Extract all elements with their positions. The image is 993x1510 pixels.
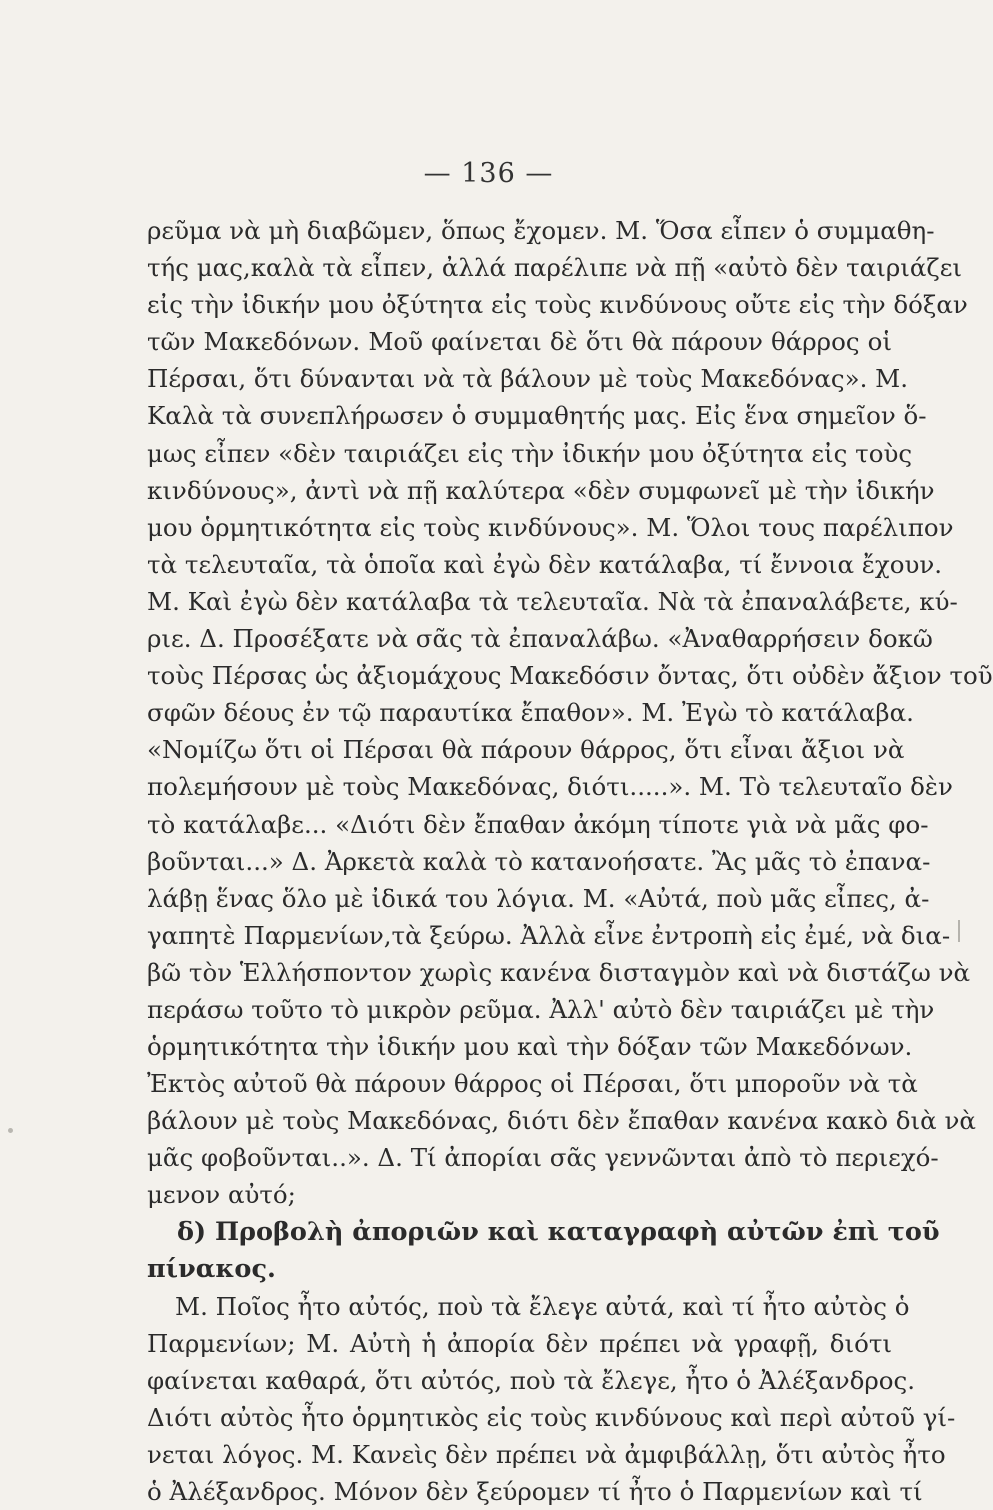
- paper-speck: [8, 1128, 13, 1133]
- text-line: ὁρμητικότητα τὴν ἰδικήν μου καὶ τὴν δόξαν τῶν Μακεδόνων.: [147, 1032, 913, 1062]
- text-line: τοὺς Πέρσας ὡς ἀξιομάχους Μακεδόσιν ὄντας, ὅτι οὐδὲν ἄξιον τοῦ: [147, 661, 993, 691]
- text-line: περάσω τοῦτο τὸ μικρὸν ρεῦμα. Ἀλλ' αὐτὸ δὲν ταιριάζει μὲ τὴν: [147, 994, 935, 1024]
- section-text-line: Μ. Ποῖος ἦτο αὐτός, ποὺ τὰ ἔλεγε αὐτά, καὶ τί ἦτο αὐτὸς ὁ: [175, 1291, 910, 1321]
- text-line: τὸ κατάλαβε... «Διότι δὲν ἔπαθαν ἀκόμη τίποτε γιὰ νὰ μᾶς φο-: [147, 809, 929, 839]
- text-line: γαπητὲ Παρμενίων,τὰ ξεύρω. Ἀλλὰ εἶνε ἐντροπὴ εἰς ἐμέ, νὰ δια-: [147, 920, 951, 950]
- section-text-line: νεται λόγος. Μ. Κανεὶς δὲν πρέπει νὰ ἀμφιβάλλῃ, ὅτι αὐτὸς ἦτο: [147, 1440, 946, 1470]
- text-line: Καλὰ τὰ συνεπλήρωσεν ὁ συμμαθητής μας. Εἰς ἕνα σημεῖον ὅ-: [147, 401, 927, 431]
- section-heading: δ) Προβολὴ ἀποριῶν καὶ καταγραφὴ αὐτῶν ἐπὶ τοῦ: [177, 1216, 940, 1247]
- section-text-line: φαίνεται καθαρά, ὅτι αὐτός, ποὺ τὰ ἔλεγε, ἦτο ὁ Ἀλέξανδρος.: [147, 1365, 916, 1395]
- section-text-line: ὁ Ἀλέξανδρος. Μόνον δὲν ξεύρομεν τί ἦτο ὁ Παρμενίων καὶ τί: [147, 1477, 923, 1507]
- text-line: βῶ τὸν Ἑλλήσποντον χωρὶς κανένα δισταγμὸν καὶ νὰ διστάζω νὰ: [147, 957, 971, 987]
- text-line: βοῦνται...» Δ. Ἀρκετὰ καλὰ τὸ κατανοήσατε. Ἂς μᾶς τὸ ἐπανα-: [147, 846, 931, 876]
- margin-mark: [958, 920, 970, 942]
- text-line: ρεῦμα νὰ μὴ διαβῶμεν, ὅπως ἔχομεν. Μ. Ὅσα εἶπεν ὁ συμμαθη-: [147, 216, 935, 245]
- page-number: — 136 —: [423, 158, 554, 189]
- text-line: Πέρσαι, ὅτι δύνανται νὰ τὰ βάλουν μὲ τοὺς Μακεδόνας». Μ.: [147, 364, 909, 394]
- text-line: μᾶς φοβοῦνται..». Δ. Τί ἀπορίαι σᾶς γεννῶνται ἀπὸ τὸ περιεχό-: [147, 1143, 939, 1173]
- text-line: Μ. Καὶ ἐγὼ δὲν κατάλαβα τὰ τελευταῖα. Νὰ τὰ ἐπαναλάβετε, κύ-: [147, 586, 958, 616]
- text-line: βάλουν μὲ τοὺς Μακεδόνας, διότι δὲν ἔπαθαν κανένα κακὸ διὰ νὰ: [147, 1106, 976, 1136]
- section-heading-continuation: πίνακος.: [147, 1253, 276, 1284]
- text-line: πολεμήσουν μὲ τοὺς Μακεδόνας, διότι.....». Μ. Τὸ τελευταῖο δὲν: [147, 772, 953, 802]
- text-line: ριε. Δ. Προσέξατε νὰ σᾶς τὰ ἐπαναλάβω. «Ἀναθαρρήσειν δοκῶ: [147, 624, 933, 654]
- text-line: τὰ τελευταῖα, τὰ ὁποῖα καὶ ἐγὼ δὲν κατάλαβα, τί ἔννοια ἔχουν.: [147, 549, 943, 579]
- text-line: τής μας,καλὰ τὰ εἶπεν, ἀλλά παρέλιπε νὰ πῇ «αὐτὸ δὲν ταιριάζει: [147, 253, 963, 283]
- text-line: κινδύνους», ἀντὶ νὰ πῇ καλύτερα «δὲν συμφωνεῖ μὲ τὴν ἰδικήν: [147, 475, 935, 505]
- text-line: εἰς τὴν ἰδικήν μου ὀξύτητα εἰς τοὺς κινδύνους οὔτε εἰς τὴν δόξαν: [147, 290, 968, 320]
- section-text-line: Διότι αὐτὸς ἦτο ὁρμητικὸς εἰς τοὺς κινδύνους καὶ περὶ αὐτοῦ γί-: [147, 1403, 956, 1432]
- text-line: μενον αὐτό;: [147, 1180, 296, 1210]
- text-line: μου ὁρμητικότητα εἰς τοὺς κινδύνους». Μ. Ὅλοι τους παρέλιπον: [147, 512, 954, 542]
- text-line: λάβῃ ἕνας ὅλο μὲ ἰδικά του λόγια. Μ. «Αὐτά, ποὺ μᾶς εἶπες, ἀ-: [147, 883, 930, 913]
- text-line: τῶν Μακεδόνων. Μοῦ φαίνεται δὲ ὅτι θὰ πάρουν θάρρος οἱ: [147, 327, 892, 357]
- text-line: Ἐκτὸς αὐτοῦ θὰ πάρουν θάρρος οἱ Πέρσαι, ὅτι μποροῦν νὰ τὰ: [147, 1069, 918, 1099]
- text-line: μως εἶπεν «δὲν ταιριάζει εἰς τὴν ἰδικήν μου ὀξύτητα εἰς τοὺς: [147, 438, 913, 468]
- page-text: [147, 212, 993, 1510]
- section-text-line: Παρμενίων; Μ. Αὐτὴ ἡ ἀπορία δὲν πρέπει νὰ γραφῇ, διότι: [147, 1328, 892, 1358]
- text-line: «Νομίζω ὅτι οἱ Πέρσαι θὰ πάρουν θάρρος, ὅτι εἶναι ἄξιοι νὰ: [147, 735, 905, 765]
- text-line: σφῶν δέους ἐν τῷ παραυτίκα ἔπαθον». Μ. Ἐγὼ τὸ κατάλαβα.: [147, 698, 914, 728]
